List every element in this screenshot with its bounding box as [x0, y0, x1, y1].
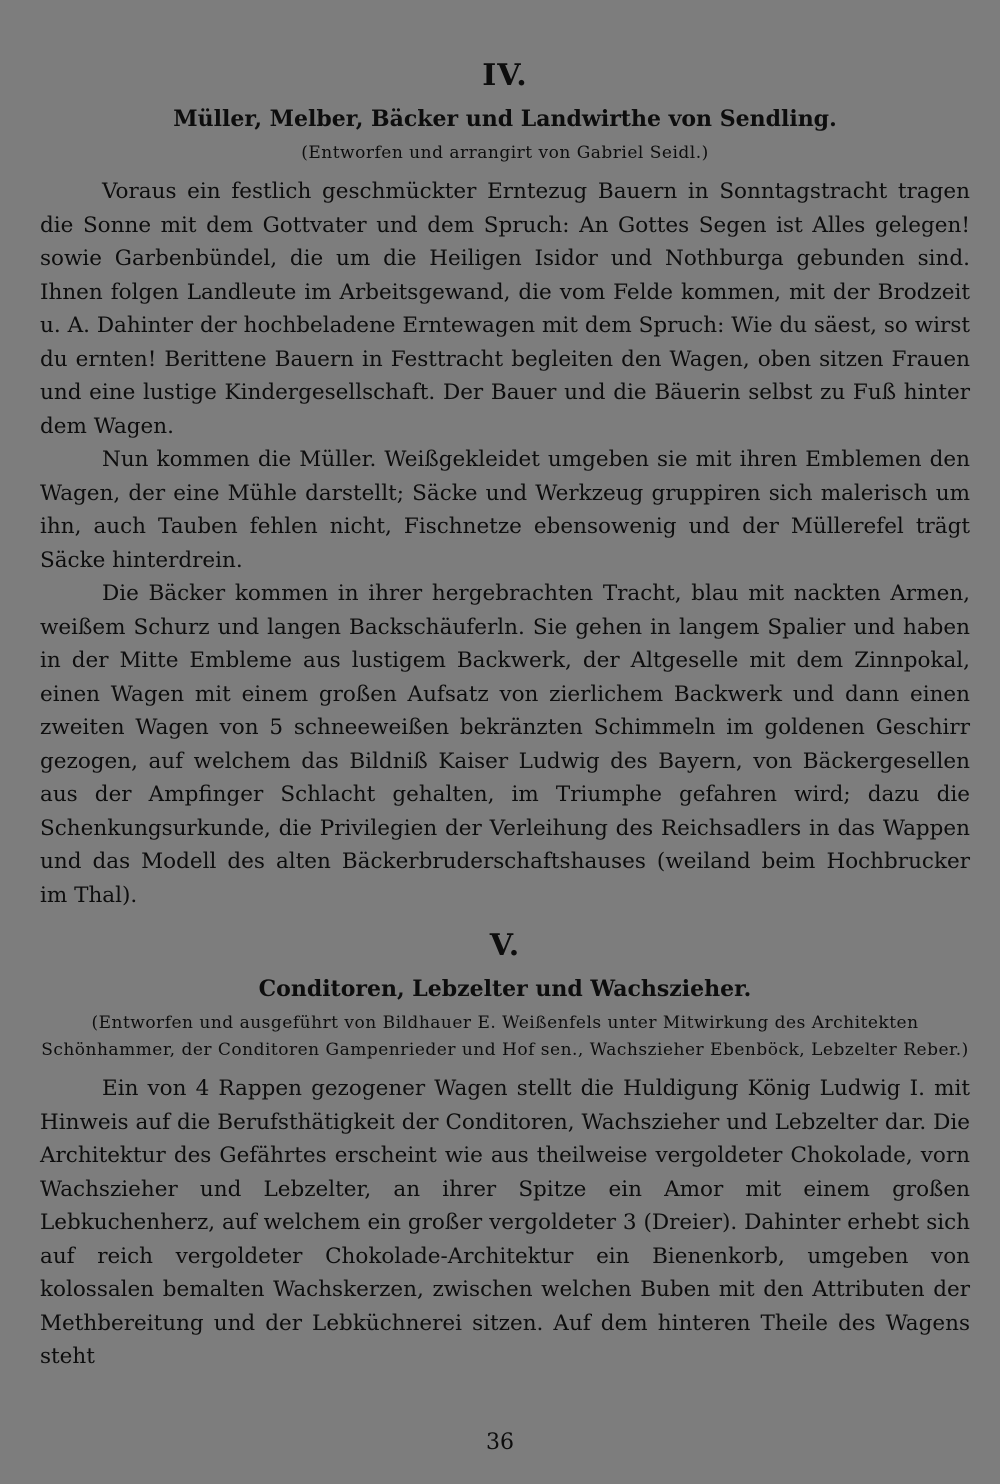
page-number: 36: [486, 1430, 514, 1455]
section-iv-paragraph-3: Die Bäcker kommen in ihrer hergebrachten Tracht, blau mit nackten Armen, weißem Schurz und langen Backschäuferln. Sie gehen in langem Spalier und haben in der Mitte Embleme aus lustigem Backwerk, der Altgeselle mit dem Zinnpokal, einen Wagen mit einem großen Aufsatz von zierlichem Backwerk und dann einen zweiten Wagen von 5 schneeweißen bekränzten Schimmeln im goldenen Geschirr gezogen, auf welchem das Bildniß Kaiser Ludwig des Bayern, von Bäckergesellen aus der Ampfinger Schlacht gehalten, im Triumphe gefahren wird; dazu die Schenkungsurkunde, die Privilegien der Verleihung des Reichsadlers in das Wappen und das Modell des alten Bäckerbruderschaftshauses (weiland beim Hochbrucker im Thal).: [40, 581, 970, 908]
section-iv-number: IV.: [482, 58, 528, 93]
section-divider: [40, 912, 970, 926]
section-v-credit: (Entworfen und ausgeführt von Bildhauer E. Weißenfels unter Mitwirkung des Architekten Schönhammer, der Conditoren Gampenrieder und Hof sen., Wachszieher Ebenböck, Lebzelter Reber.): [41, 1013, 969, 1060]
section-v-paragraph-1: Ein von 4 Rappen gezogener Wagen stellt die Huldigung König Ludwig I. mit Hinweis auf die Berufsthätigkeit der Conditoren, Wachszieher und Lebzelter dar. Die Architektur des Gefährtes erscheint wie aus theilweise vergoldeter Chokolade, vorn Wachszieher und Lebzelter, an ihrer Spitze ein Amor mit einem großen Lebkuchenherz, auf welchem ein großer vergoldeter 3 (Dreier). Dahinter erhebt sich auf reich vergoldeter Chokolade-Architektur ein Bienenkorb, umgeben von kolossalen bemalten Wachskerzen, zwischen welchen Buben mit den Attributen der Methbereitung und der Lebküchnerei sitzen. Auf dem hinteren Theile des Wagens steht: [40, 1076, 970, 1369]
page-content: [40, 56, 970, 1374]
section-iv-credit: (Entworfen und arrangirt von Gabriel Seidl.): [301, 143, 709, 163]
section-iv-title: Müller, Melber, Bäcker und Landwirthe von Sendling.: [173, 106, 837, 132]
section-iv-paragraph-2: Nun kommen die Müller. Weißgekleidet umgeben sie mit ihren Emblemen den Wagen, der eine Mühle darstellt; Säcke und Werkzeug gruppiren sich malerisch um ihn, auch Tauben fehlen nicht, Fischnetze ebensowenig und der Müllerefel trägt Säcke hinterdrein.: [40, 447, 970, 573]
section-iv-paragraph-1: Voraus ein festlich geschmückter Erntezug Bauern in Sonntagstracht tragen die Sonne mit dem Gottvater und dem Spruch: An Gottes Segen ist Alles gelegen! sowie Garbenbündel, die um die Heiligen Isidor und Nothburga gebunden sind. Ihnen folgen Landleute im Arbeitsgewand, die vom Felde kommen, mit der Brodzeit u. A. Dahinter der hochbeladene Erntewagen mit dem Spruch: Wie du säest, so wirst du ernten! Berittene Bauern in Festtracht begleiten den Wagen, oben sitzen Frauen und eine lustige Kindergesellschaft. Der Bauer und die Bäuerin selbst zu Fuß hinter dem Wagen.: [40, 179, 970, 439]
section-v-title: Conditoren, Lebzelter und Wachszieher.: [258, 976, 752, 1002]
section-v-number: V.: [489, 928, 521, 963]
